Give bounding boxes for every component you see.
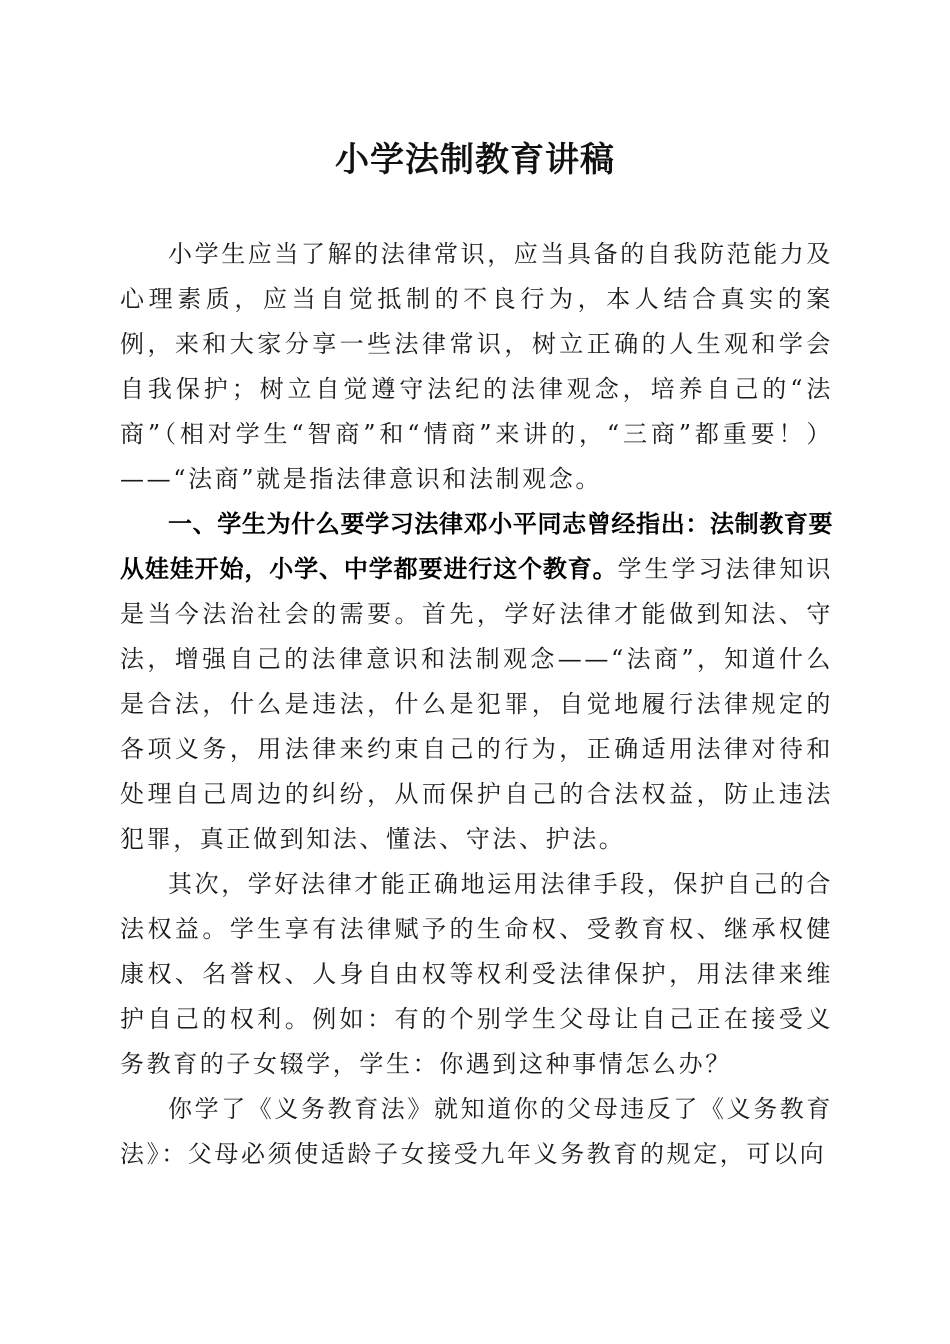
paragraph-secondly: [120, 862, 833, 1087]
section-heading: 一、学生为什么要学习法律邓小平同志曾经指出：法制教育要从娃娃开始，小学、中学都要进行这个教育。: [120, 510, 833, 583]
paragraph-text: 学生学习法律知识是当今法治社会的需要。首先，学好法律才能做到知法、守法，增强自己的法律意识和法制观念——“法商”，知道什么是合法，什么是违法，什么是犯罪，自觉地履行法律规定的各项义务，用法律来约束自己的行为，正确适用法律对待和处理自己周边的纠纷，从而保护自己的合法权益，防止违法犯罪，真正做到知法、懂法、守法、护法。: [120, 555, 833, 853]
paragraph-section-one: [120, 502, 833, 862]
paragraph-text: 你学了《义务教育法》就知道你的父母违反了《义务教育法》：父母必须使适龄子女接受九年义务教育的规定，可以向: [120, 1095, 833, 1168]
paragraph-intro: [120, 232, 833, 502]
paragraph-compulsory-education: [120, 1087, 833, 1177]
document-body: [120, 232, 833, 1177]
document-title: 小学法制教育讲稿: [335, 140, 615, 180]
paragraph-text: 其次，学好法律才能正确地运用法律手段，保护自己的合法权益。学生享有法律赋予的生命权、受教育权、继承权健康权、名誉权、人身自由权等权利受法律保护，用法律来维护自己的权利。例如：有的个别学生父母让自己正在接受义务教育的子女辍学，学生：你遇到这种事情怎么办？: [120, 870, 833, 1078]
paragraph-text: 小学生应当了解的法律常识，应当具备的自我防范能力及心理素质，应当自觉抵制的不良行为，本人结合真实的案例，来和大家分享一些法律常识，树立正确的人生观和学会自我保护；树立自觉遵守法纪的法律观念，培养自己的“法商”（相对学生“智商”和“情商”来讲的，“三商”都重要！）——“法商”就是指法律意识和法制观念。: [120, 240, 833, 493]
